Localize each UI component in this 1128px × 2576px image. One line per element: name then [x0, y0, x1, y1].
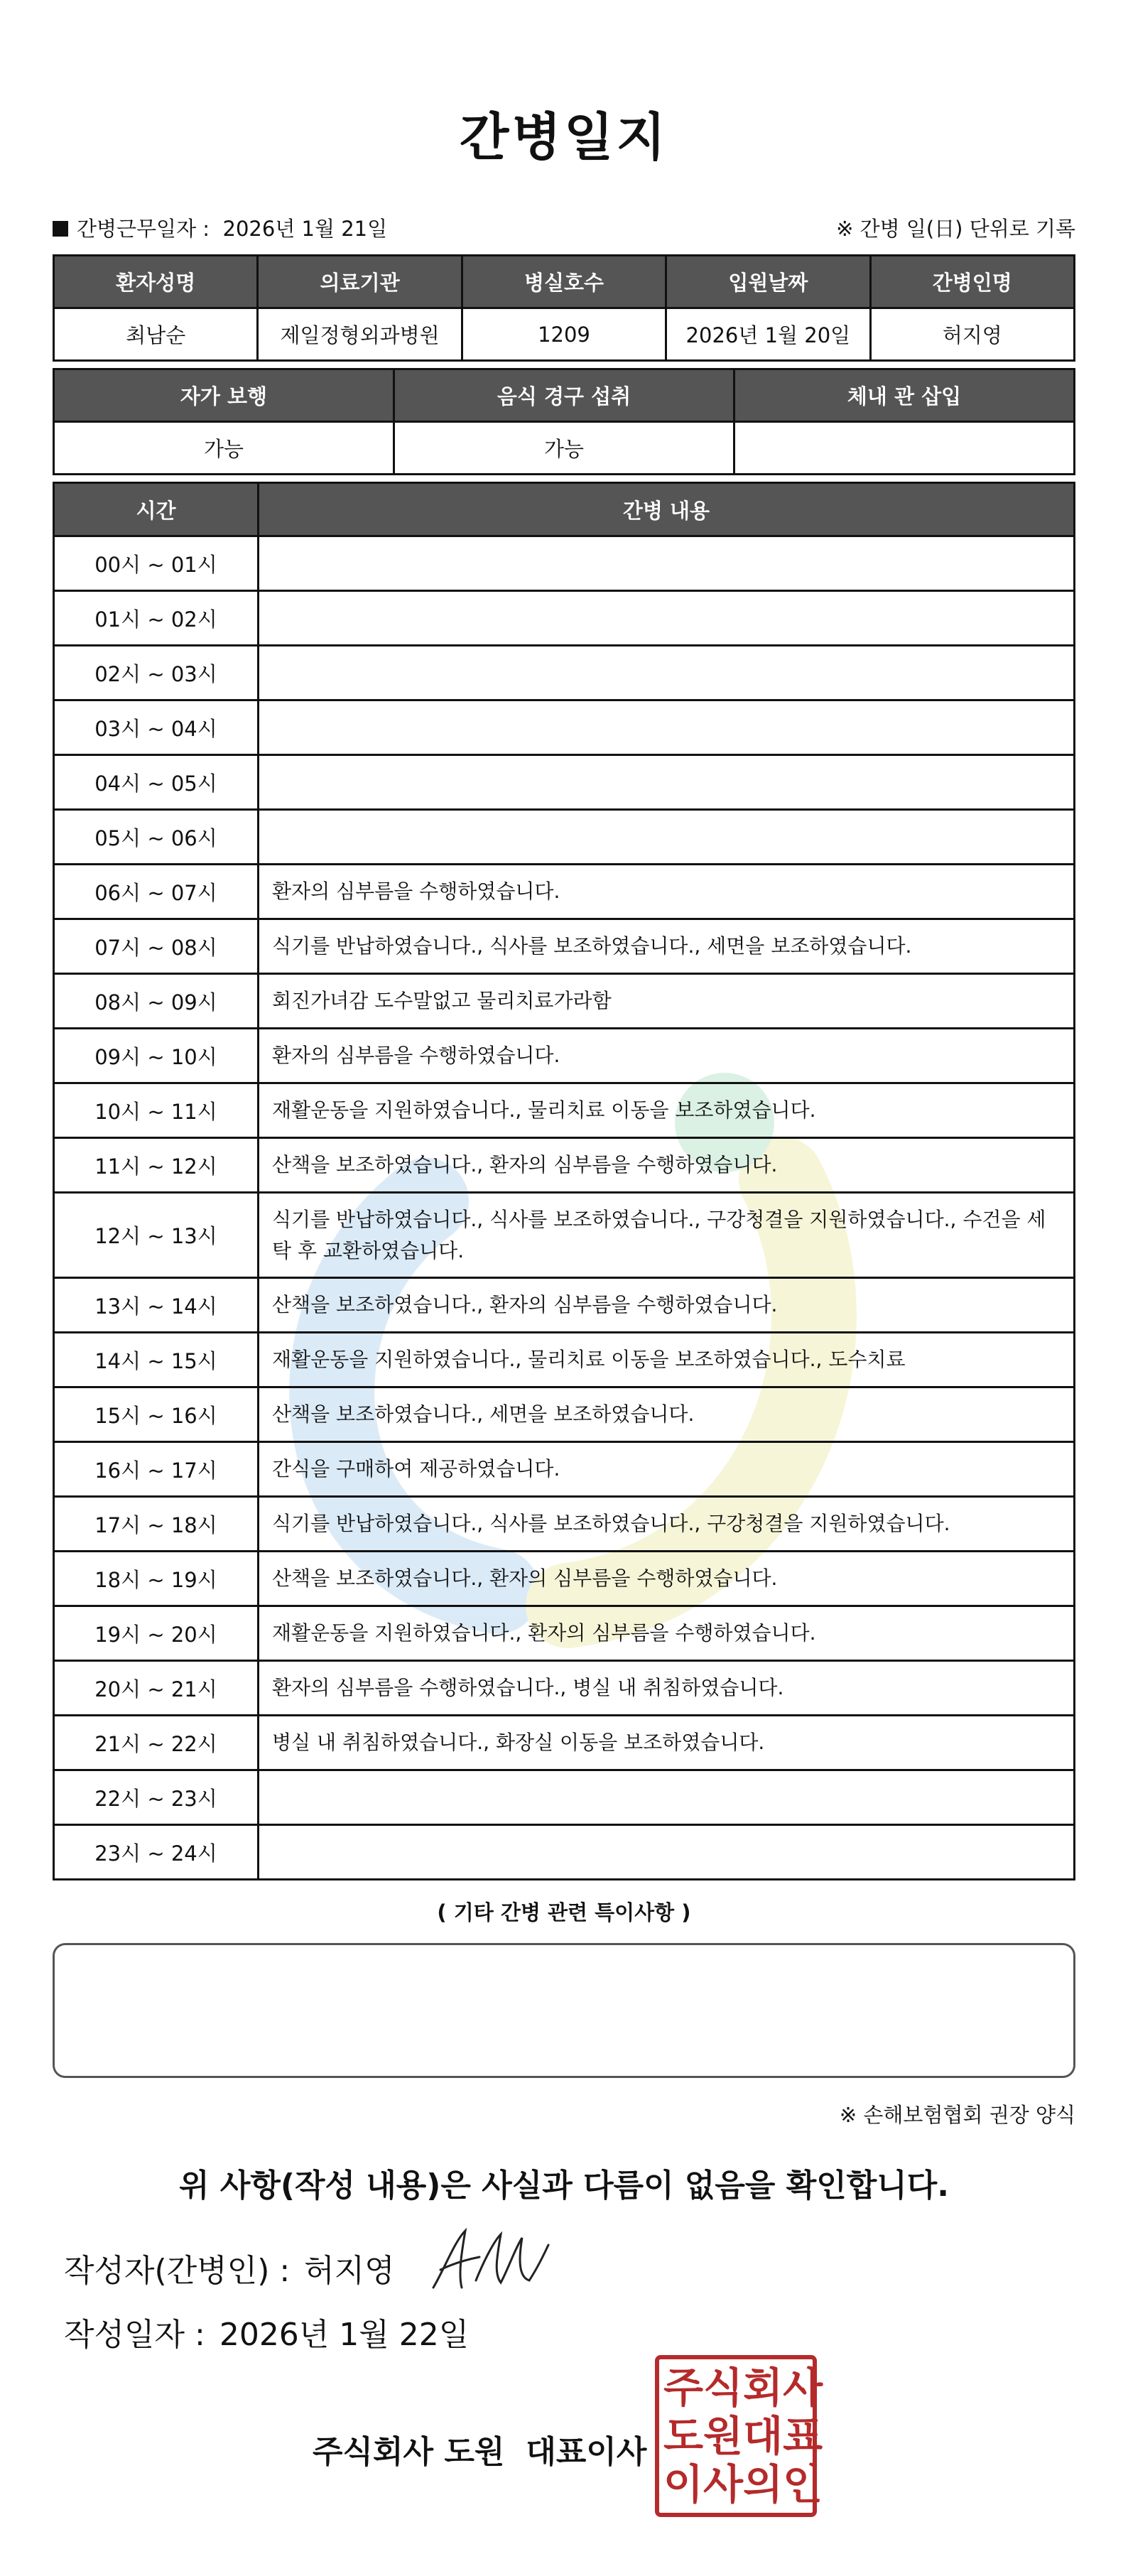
log-row	[54, 974, 1075, 1029]
seal-character: 주	[663, 2364, 704, 2412]
log-content: 산책을 보조하였습니다., 환자의 심부름을 수행하였습니다.	[259, 1278, 1075, 1333]
meta-row	[53, 213, 1075, 244]
log-row	[54, 1278, 1075, 1333]
writer-label: 작성자(간병인) :	[64, 2253, 291, 2289]
log-row	[54, 1029, 1075, 1083]
log-content: 식기를 반납하였습니다., 식사를 보조하였습니다., 구강청결을 지원하였습니다., 수건을 세탁 후 교환하였습니다.	[259, 1193, 1075, 1278]
log-row	[54, 810, 1075, 865]
page-title: 간병일지	[459, 107, 669, 167]
patient-name: 최남순	[54, 308, 258, 361]
log-content: 환자의 심부름을 수행하였습니다.	[259, 865, 1075, 919]
log-row	[54, 919, 1075, 974]
log-time: 05시 ~ 06시	[54, 810, 259, 865]
log-content: 산책을 보조하였습니다., 환자의 심부름을 수행하였습니다.	[259, 1138, 1075, 1193]
oral-intake: 가능	[394, 422, 734, 475]
record-unit-note: ※ 간병 일(日) 단위로 기록	[836, 217, 1075, 241]
log-time: 15시 ~ 16시	[54, 1387, 259, 1442]
seal-character: 회	[743, 2364, 783, 2412]
seal-character: 사	[703, 2460, 744, 2509]
log-time: 12시 ~ 13시	[54, 1193, 259, 1278]
hospital: 제일정형외과병원	[258, 308, 462, 361]
notes-title: ( 기타 간병 관련 특이사항 )	[437, 1900, 691, 1925]
log-row	[54, 591, 1075, 646]
log-time: 18시 ~ 19시	[54, 1552, 259, 1606]
admission-date: 2026년 1월 20일	[666, 308, 870, 361]
log-content: 재활운동을 지원하였습니다., 물리치료 이동을 보조하였습니다.	[259, 1083, 1075, 1138]
work-date-value: 2026년 1월 21일	[222, 217, 388, 241]
caregiver-name: 허지영	[870, 308, 1074, 361]
room-number: 1209	[462, 308, 666, 361]
log-content	[259, 755, 1075, 810]
header-care-content: 간병 내용	[259, 483, 1075, 536]
header-admission-date: 입원날짜	[666, 256, 870, 308]
written-date-line	[64, 2309, 469, 2354]
log-time: 07시 ~ 08시	[54, 919, 259, 974]
company-line	[313, 2426, 668, 2472]
log-content: 간식을 구매하여 제공하였습니다.	[259, 1442, 1075, 1497]
log-row	[54, 1661, 1075, 1716]
log-time: 22시 ~ 23시	[54, 1770, 259, 1825]
log-time: 14시 ~ 15시	[54, 1333, 259, 1387]
company-role: 대표이사	[526, 2434, 647, 2470]
log-time: 06시 ~ 07시	[54, 865, 259, 919]
header-oral-intake: 음식 경구 섭취	[394, 369, 734, 422]
written-date-value: 2026년 1월 22일	[219, 2317, 470, 2353]
seal-character: 표	[783, 2412, 823, 2460]
company-name: 주식회사 도원	[313, 2434, 505, 2470]
log-time: 11시 ~ 12시	[54, 1138, 259, 1193]
seal-character: 인	[783, 2460, 823, 2509]
log-content: 환자의 심부름을 수행하였습니다.	[259, 1029, 1075, 1083]
log-time: 19시 ~ 20시	[54, 1606, 259, 1661]
log-time: 00시 ~ 01시	[54, 536, 259, 591]
header-room: 병실호수	[462, 256, 666, 308]
log-time: 21시 ~ 22시	[54, 1716, 259, 1770]
log-content: 식기를 반납하였습니다., 식사를 보조하였습니다., 세면을 보조하였습니다.	[259, 919, 1075, 974]
patient-status-table	[53, 368, 1075, 475]
log-content: 재활운동을 지원하였습니다., 물리치료 이동을 보조하였습니다., 도수치료	[259, 1333, 1075, 1387]
writer-name: 허지영	[304, 2253, 395, 2289]
log-row	[54, 1552, 1075, 1606]
log-row	[54, 1083, 1075, 1138]
writer-line	[64, 2245, 395, 2290]
log-content: 환자의 심부름을 수행하였습니다., 병실 내 취침하였습니다.	[259, 1661, 1075, 1716]
seal-character: 원	[703, 2412, 744, 2460]
log-time: 23시 ~ 24시	[54, 1825, 259, 1880]
confirmation-statement: 위 사항(작성 내용)은 사실과 다름이 없음을 확인합니다.	[179, 2168, 949, 2204]
seal-character: 식	[703, 2364, 744, 2412]
header-self-walking: 자가 보행	[54, 369, 394, 422]
tube-insertion	[734, 422, 1075, 475]
log-time: 03시 ~ 04시	[54, 700, 259, 755]
log-content	[259, 536, 1075, 591]
log-row	[54, 865, 1075, 919]
log-time: 13시 ~ 14시	[54, 1278, 259, 1333]
seal-character: 도	[663, 2412, 704, 2460]
log-row	[54, 1193, 1075, 1278]
seal-character: 이	[663, 2460, 704, 2509]
log-row	[54, 1387, 1075, 1442]
log-content	[259, 810, 1075, 865]
log-row	[54, 1138, 1075, 1193]
written-date-label: 작성일자 :	[64, 2317, 205, 2353]
log-content	[259, 591, 1075, 646]
log-row	[54, 1606, 1075, 1661]
log-content: 재활운동을 지원하였습니다., 환자의 심부름을 수행하였습니다.	[259, 1606, 1075, 1661]
patient-info-table	[53, 254, 1075, 362]
care-log-table	[53, 482, 1075, 1880]
log-time: 16시 ~ 17시	[54, 1442, 259, 1497]
work-date-label: 간병근무일자 :	[77, 217, 210, 241]
log-content	[259, 1770, 1075, 1825]
log-content: 산책을 보조하였습니다., 환자의 심부름을 수행하였습니다.	[259, 1552, 1075, 1606]
company-seal-stamp	[655, 2355, 823, 2517]
log-row	[54, 1716, 1075, 1770]
log-content	[259, 1825, 1075, 1880]
header-patient-name: 환자성명	[54, 256, 258, 308]
log-row	[54, 1333, 1075, 1387]
header-tube-insertion: 체내 관 삽입	[734, 369, 1075, 422]
log-row	[54, 536, 1075, 591]
log-row	[54, 646, 1075, 700]
log-time: 10시 ~ 11시	[54, 1083, 259, 1138]
notes-box	[53, 1943, 1075, 2078]
log-row	[54, 755, 1075, 810]
log-row	[54, 1497, 1075, 1552]
log-time: 04시 ~ 05시	[54, 755, 259, 810]
form-note: ※ 손해보험협회 권장 양식	[839, 2103, 1075, 2127]
log-content: 산책을 보조하였습니다., 세면을 보조하였습니다.	[259, 1387, 1075, 1442]
log-time: 20시 ~ 21시	[54, 1661, 259, 1716]
log-row	[54, 1825, 1075, 1880]
seal-character: 대	[743, 2412, 783, 2460]
log-row	[54, 1442, 1075, 1497]
signature-image	[426, 2220, 554, 2298]
header-caregiver-name: 간병인명	[870, 256, 1074, 308]
header-time: 시간	[54, 483, 259, 536]
log-content: 병실 내 취침하였습니다., 화장실 이동을 보조하였습니다.	[259, 1716, 1075, 1770]
log-time: 09시 ~ 10시	[54, 1029, 259, 1083]
log-time: 02시 ~ 03시	[54, 646, 259, 700]
log-content: 식기를 반납하였습니다., 식사를 보조하였습니다., 구강청결을 지원하였습니다.	[259, 1497, 1075, 1552]
header-hospital: 의료기관	[258, 256, 462, 308]
work-date	[53, 213, 387, 242]
log-content	[259, 700, 1075, 755]
self-walking: 가능	[54, 422, 394, 475]
square-bullet-icon	[53, 221, 68, 237]
seal-character: 사	[783, 2364, 823, 2412]
log-time: 08시 ~ 09시	[54, 974, 259, 1029]
log-content: 회진가녀감 도수말없고 물리치료가라함	[259, 974, 1075, 1029]
log-row	[54, 1770, 1075, 1825]
seal-character: 의	[743, 2460, 783, 2509]
log-time: 17시 ~ 18시	[54, 1497, 259, 1552]
log-row	[54, 700, 1075, 755]
log-content	[259, 646, 1075, 700]
log-time: 01시 ~ 02시	[54, 591, 259, 646]
